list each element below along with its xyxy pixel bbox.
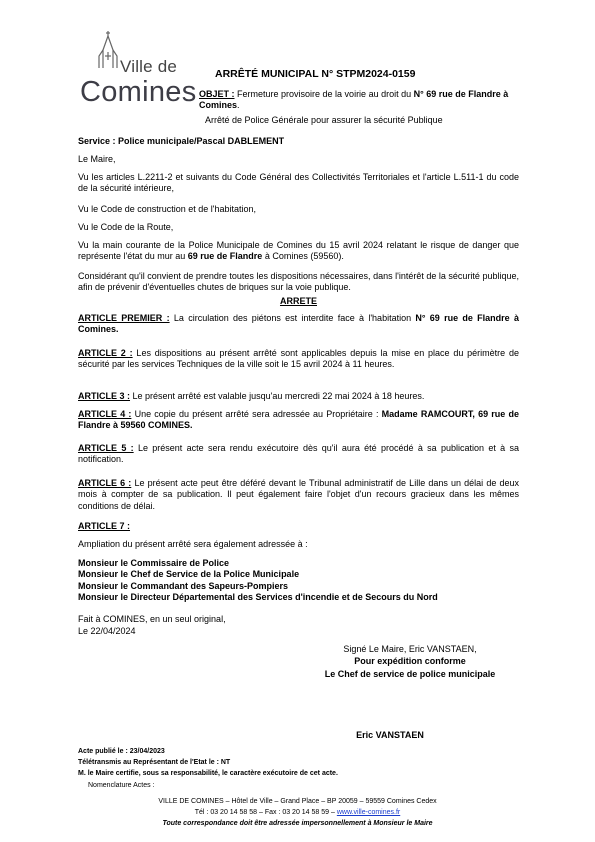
document-title: ARRÊTÉ MUNICIPAL N° STPM2024-0159 <box>215 68 416 80</box>
arrete-text: ARRETE <box>279 296 317 306</box>
main-courante-text: Vu la main courante de la Police Municipale de Comines du 15 avril 2024 relatant le risque de danger que représente l'état du mur au <box>78 240 519 262</box>
article-text: La circulation des piétons est interdite face à l'habitation <box>169 313 416 323</box>
le-maire: Le Maire, <box>78 154 116 164</box>
article-bold: Madame RAMCOURT, 69 rue de Flandre à 59560 COMINES. <box>78 409 519 431</box>
main-courante-end: à Comines (59560). <box>262 251 344 262</box>
article-label: ARTICLE 5 : <box>78 443 134 453</box>
fait-a: Fait à COMINES, en un seul original, <box>78 614 226 624</box>
article-text: Le présent acte sera rendu exécutoire dès qu'il aura été procédé à sa publication et à sa notification. <box>78 443 519 465</box>
article-text: Les dispositions au présent arrêté sont applicables depuis la mise en place du périmètre de sécurité par les services Techniques de la ville soit le 15 avril 2024 à 11 heures. <box>78 348 519 370</box>
city-logo <box>78 30 196 108</box>
article-label: ARTICLE 3 : <box>78 391 131 401</box>
main-courante-address: 69 rue de Flandre <box>187 251 263 262</box>
article-text: Le présent acte peut être déféré devant le Tribunal administratif de Lille dans un délai de deux mois à compter de sa publication. Il peut également faire l'objet d'un recours gracieux dans les mêmes conditions de délai. <box>78 478 519 511</box>
objet-address: N° 69 rue de Flandre à Comines <box>199 89 509 110</box>
fait-date: Le 22/04/2024 <box>78 626 136 636</box>
ampliation: Ampliation du présent arrêté sera également adressée à : <box>78 539 308 549</box>
objet-block <box>199 89 519 111</box>
footer-phone: Tél : 03 20 14 58 58 – Fax : 03 20 14 58 59 – <box>194 809 337 816</box>
signature-signed: Signé Le Maire, Eric VANSTAEN, <box>343 644 477 654</box>
article-label: ARTICLE 2 : <box>78 348 133 358</box>
recipient: Monsieur le Commandant des Sapeurs-Pompiers <box>78 580 289 591</box>
church-icon <box>96 30 120 70</box>
logo-ville-text: Ville de <box>120 57 178 76</box>
logo-comines-text: Comines <box>80 76 197 108</box>
article-3 <box>78 391 519 402</box>
recipients-list <box>78 558 519 603</box>
recipient: Monsieur le Commissaire de Police <box>78 558 230 568</box>
article-2 <box>78 348 519 371</box>
article-label: ARTICLE 4 : <box>78 409 132 419</box>
article-label: ARTICLE 7 : <box>78 521 131 531</box>
objet-text: Fermeture provisoire de la voirie au droit du <box>234 89 414 99</box>
vu-main-courante <box>78 240 519 263</box>
recipient: Monsieur le Chef de Service de la Police Municipale <box>78 569 300 580</box>
footnote-certifie: M. le Maire certifie, sous sa responsabilité, le caractère exécutoire de cet acte. <box>78 770 338 777</box>
footer-website-link[interactable]: www.ville-comines.fr <box>336 809 401 816</box>
vu-code-construction: Vu le Code de construction et de l'habitation, <box>78 204 257 214</box>
vu-code-route: Vu le Code de la Route, <box>78 222 174 232</box>
vu-articles: Vu les articles L.2211-2 et suivants du Code Général des Collectivités Territoriales et l'article L.511-1 du code de la sécurité intérieure, <box>78 172 519 194</box>
article-5 <box>78 443 519 466</box>
objet-end: . <box>237 100 240 110</box>
article-4 <box>78 409 519 432</box>
footer-contact <box>0 808 595 817</box>
footer-address: VILLE DE COMINES – Hôtel de Ville – Grand Place – BP 20059 – 59559 Comines Cedex <box>158 798 437 805</box>
article-1 <box>78 313 519 336</box>
footer-notice: Toute correspondance doit être adressée impersonnellement à Monsieur le Maire <box>162 820 433 827</box>
signature-chef: Le Chef de service de police municipale <box>324 669 496 679</box>
objet-subtitle: Arrêté de Police Générale pour assurer la sécurité Publique <box>205 115 443 125</box>
article-text: Le présent arrêté est valable jusqu'au mercredi 22 mai 2024 à 18 heures. <box>130 391 425 401</box>
service-text: Service : Police municipale/Pascal DABLEMENT <box>78 136 285 146</box>
article-bold: N° 69 rue de Flandre à Comines. <box>78 313 519 335</box>
service-line <box>78 136 519 147</box>
article-6 <box>78 478 519 512</box>
article-text: Une copie du présent arrêté sera adressée au Propriétaire : <box>131 409 382 419</box>
article-7 <box>78 521 519 532</box>
arrete-heading <box>78 296 519 307</box>
signature-name: Eric VANSTAEN <box>356 730 424 740</box>
footnote-publie: Acte publié le : 23/04/2023 <box>78 748 165 755</box>
article-label: ARTICLE 6 : <box>78 478 132 488</box>
recipient: Monsieur le Directeur Départemental des Services d'incendie et de Secours du Nord <box>78 591 438 602</box>
footnote-transmis: Télétransmis au Représentant de l'Etat le : NT <box>78 759 231 766</box>
signature-pour: Pour expédition conforme <box>354 656 466 666</box>
article-label: ARTICLE PREMIER : <box>78 313 170 323</box>
objet-label: OBJET : <box>199 89 235 99</box>
footnote-nomenclature: Nomenclature Actes : <box>88 782 155 789</box>
considerant: Considérant qu'il convient de prendre toutes les dispositions nécessaires, dans l'intérêt de la sécurité publique, afin de prévenir d'éventuelles chutes de briques sur la voie publique. <box>78 271 519 293</box>
